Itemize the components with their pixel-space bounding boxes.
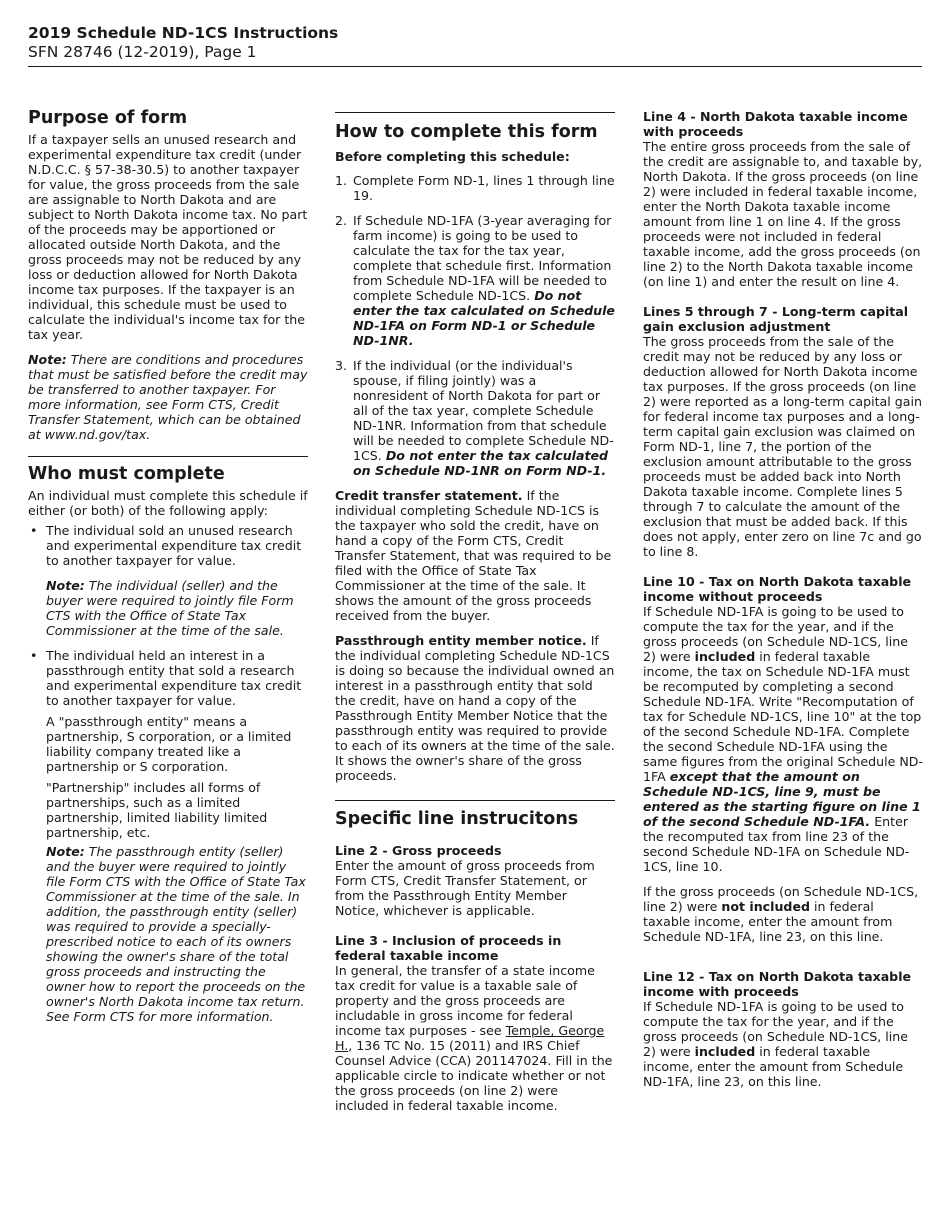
purpose-heading: Purpose of form	[28, 108, 188, 128]
how-step-2-emphasis: Do not enter the tax calculated on Schedule ND-1FA on Form ND-1 or Schedule ND-1NR.	[353, 288, 615, 348]
list-item: 1. Complete Form ND-1, lines 1 through line 19.	[335, 173, 615, 203]
line5-7-text: The gross proceeds from the sale of the credit may not be reduced by any loss or deduction allowed for North Dakota income tax purposes. If the gross proceeds (on line 2) were reported as a long-term capital gain for federal income tax purposes and a long-term capital gain exclusion was claimed on Form ND-1, line 7, the portion of the exclusion amount attributable to the gross proceeds must be added back into North Dakota taxable income. Complete lines 5 through 7 to calculate the amount of the exclusion that must be added back. If this does not apply, enter zero on line 7c and go to line 8.	[643, 334, 922, 559]
list-item	[28, 648, 308, 1024]
passthrough-member-notice: Passthrough entity member notice. If the individual completing Schedule ND-1CS is doing so because the individual owned an interest in a passthrough entity that sold the credit, have on hand a copy of the Passthrough Entity Member Notice that the passthrough entity was required to provide to each of its owners at the time of the sale. It shows the owner's share of the gross proceeds.	[335, 633, 615, 783]
line4-title: Line 4 - North Dakota taxable income with proceeds	[643, 109, 908, 139]
who-bullet-2-def1: A "passthrough entity" means a partnership, S corporation, or a limited liability company treated like a partnership or S corporation.	[46, 714, 292, 774]
specific-divider	[335, 800, 615, 801]
line10-text-2: If the gross proceeds (on Schedule ND-1CS, line 2) were not included in federal taxable income, enter the amount from Schedule ND-1FA, line 23, on this line.	[643, 884, 919, 944]
line10-text: If Schedule ND-1FA is going to be used to compute the tax for the year, and if the gross proceeds (on Schedule ND-1CS, line 2) were included in federal taxable income, the tax on Schedule ND-1FA must be recomputed by completing a second Schedule ND-1FA. Write "Recomputation of tax for Schedule ND-1CS, line 10" at the top of the second Schedule ND-1FA. Complete the second Schedule ND-1FA using the same figures from the original Schedule ND-1FA except that the amount on Schedule ND-1CS, line 9, must be entered as the starting figure on line 1 of the second Schedule ND-1FA. Enter the recomputed tax from line 23 of the second Schedule ND-1FA on Schedule ND-1CS, line 10.	[643, 604, 924, 874]
how-step-3-emphasis: Do not enter the tax calculated on Schedule ND-1NR on Form ND-1.	[353, 448, 609, 478]
section-purpose	[28, 108, 308, 442]
line2-text: Enter the amount of gross proceeds from Form CTS, Credit Transfer Statement, or from the Passthrough Entity Member Notice, whichever is applicable.	[335, 858, 595, 918]
who-bullet-1: • The individual sold an unused research and experimental expenditure tax credit to another taxpayer for value.	[46, 523, 302, 568]
who-bullet-2-note: Note: The passthrough entity (seller) and the buyer were required to jointly file Form CTS with the Office of State Tax Commissioner at the time of the sale. In addition, the passthrough entity (seller) was required to provide a specially-prescribed notice to each of its owners showing the owner's share of the total gross proceeds and instructing the owner how to report the proceeds on the owner's North Dakota income tax return. See Form CTS for more information.	[46, 844, 306, 1024]
section-how	[335, 122, 615, 783]
who-heading: Who must complete	[28, 464, 225, 484]
section-who	[28, 464, 308, 1024]
credit-transfer-statement: Credit transfer statement. If the individual completing Schedule ND-1CS is the taxpayer who sold the credit, have on hand a copy of the Form CTS, Credit Transfer Statement, that was required to be filed with the Office of State Tax Commissioner at the time of the sale. It shows the amount of the gross proceeds received from the buyer.	[335, 488, 612, 623]
line2-title: Line 2 - Gross proceeds	[335, 843, 502, 858]
section-specific	[335, 809, 615, 1113]
line12-title: Line 12 - Tax on North Dakota taxable income with proceeds	[643, 969, 912, 999]
how-steps	[335, 173, 615, 478]
who-bullet-1-note: Note: The individual (seller) and the buyer were required to jointly file Form CTS with the Office of State Tax Commissioner at the time of the sale.	[46, 578, 294, 638]
temple-citation-link[interactable]: Temple, George H.	[335, 1023, 605, 1053]
list-item: 3. If the individual (or the individual's spouse, if filing jointly) was a nonresident of North Dakota for part or all of the tax year, complete Schedule ND-1NR. Information from that schedule will be needed to complete Schedule ND-1CS. Do not enter the tax calculated on Schedule ND-1NR on Form ND-1.	[335, 358, 614, 478]
how-divider	[335, 112, 615, 113]
list-item	[28, 523, 308, 638]
document-subtitle: SFN 28746 (12-2019), Page 1	[28, 43, 257, 61]
line10-title: Line 10 - Tax on North Dakota taxable income without proceeds	[643, 574, 912, 604]
purpose-note: Note: There are conditions and procedures that must be satisfied before the credit may be transferred to another taxpayer. For more information, see Form CTS, Credit Transfer Statement, which can be obtained at www.nd.gov/tax.	[28, 352, 308, 442]
specific-heading: Specific line instrucitons	[335, 809, 579, 829]
section-lines	[643, 109, 923, 1089]
line4-text: The entire gross proceeds from the sale of the credit are assignable to, and taxable by, North Dakota. If the gross proceeds (on line 2) were included in federal taxable income, enter the North Dakota taxable income amount from line 1 on line 4. If the gross proceeds were not included in federal taxable income, add the gross proceeds (on line 2) to the North Dakota taxable income (on line 1) and enter the result on line 4.	[643, 139, 923, 289]
list-item: 2. If Schedule ND-1FA (3-year averaging for farm income) is going to be used to calculate the tax for the tax year, complete that schedule first. Information from Schedule ND-1FA will be needed to complete Schedule ND-1CS. Do not enter the tax calculated on Schedule ND-1FA on Form ND-1 or Schedule ND-1NR.	[335, 213, 615, 348]
line3-text: In general, the transfer of a state income tax credit for value is a taxable sale of property and the gross proceeds are includable in gross income for federal income tax purposes - see Temple, George H., 136 TC No. 15 (2011) and IRS Chief Counsel Advice (CCA) 201147024. Fill in the applicable circle to indicate whether or not the gross proceeds (on line 2) were included in federal taxable income.	[335, 963, 613, 1113]
who-bullet-2-def2: "Partnership" includes all forms of partnerships, such as a limited partnership, limited liability limited partnership, etc.	[46, 780, 268, 840]
purpose-body: If a taxpayer sells an unused research and experimental expenditure tax credit (under N.D.C.C. § 57-38-30.5) to another taxpayer for value, the gross proceeds from the sale are assignable to North Dakota and are subject to North Dakota income tax. No part of the proceeds may be apportioned or allocated outside North Dakota, and the gross proceeds may not be reduced by any loss or deduction allowed for North Dakota income tax purposes. If the taxpayer is an individual, this schedule must be used to calculate the individual's income tax for the tax year.	[28, 132, 308, 342]
document-title: 2019 Schedule ND-1CS Instructions	[28, 24, 339, 42]
who-divider	[28, 456, 308, 457]
line12-text: If Schedule ND-1FA is going to be used to compute the tax for the year, and if the gross proceeds (on Schedule ND-1CS, line 2) were included in federal taxable income, enter the amount from Schedule ND-1FA, line 23, on this line.	[643, 999, 908, 1089]
who-bullet-2: • The individual held an interest in a passthrough entity that sold a research and experimental expenditure tax credit to another taxpayer for value.	[46, 648, 302, 708]
how-step-3: If the individual (or the individual's spouse, if filing jointly) was a nonresident of North Dakota for part or all of the tax year, complete Schedule ND-1NR. Information from that schedule will be needed to complete Schedule ND-1CS.	[353, 358, 614, 463]
how-heading: How to complete this form	[335, 122, 598, 142]
how-before: Before completing this schedule:	[335, 149, 570, 164]
who-intro: An individual must complete this schedule if either (or both) of the following apply:	[28, 488, 308, 518]
who-list	[28, 523, 308, 1024]
line3-title: Line 3 - Inclusion of proceeds in federal taxable income	[335, 933, 562, 963]
page-header	[28, 24, 922, 62]
header-divider	[28, 66, 922, 67]
line5-7-title: Lines 5 through 7 - Long-term capital gain exclusion adjustment	[643, 304, 909, 334]
how-step-2: If Schedule ND-1FA (3-year averaging for farm income) is going to be used to calculate the tax for the tax year, complete that schedule first. Information from Schedule ND-1FA will be needed to complete Schedule ND-1CS.	[353, 213, 612, 303]
how-step-1: Complete Form ND-1, lines 1 through line 19.	[353, 173, 615, 203]
